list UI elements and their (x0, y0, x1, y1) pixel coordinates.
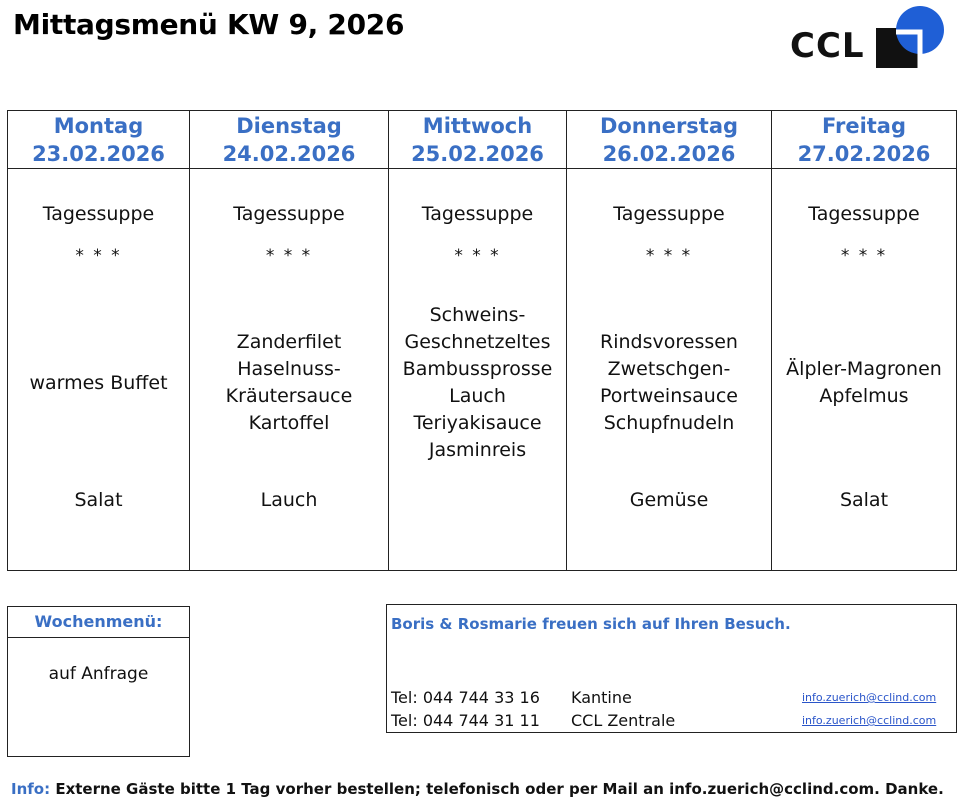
day-header-friday (772, 111, 957, 169)
day-header-thursday (567, 111, 772, 169)
soup: Tagessuppe (808, 203, 920, 225)
main-line: Älpler-Magronen (786, 358, 942, 380)
day-header-monday (8, 111, 190, 169)
ccl-logo-mark-icon (876, 6, 946, 70)
day-name: Freitag (821, 113, 907, 138)
contact-row (391, 711, 956, 733)
phone-number: Tel: 044 744 31 11 (391, 711, 540, 730)
day-date: 23.02.2026 (32, 141, 165, 166)
side-dish: Salat (839, 489, 889, 511)
main-line: Kartoffel (248, 412, 330, 434)
day-cell-wednesday (389, 169, 567, 571)
info-footer (11, 780, 944, 798)
ccl-logo (790, 6, 950, 70)
main-line: Geschnetzeltes (404, 331, 551, 353)
main-course (772, 291, 956, 475)
day-date: 26.02.2026 (602, 141, 736, 166)
contact-row (391, 688, 956, 710)
separator: * * * (265, 246, 313, 266)
contact-greeting: Boris & Rosmarie freuen sich auf Ihren Besuch. (391, 615, 791, 633)
day-date: 25.02.2026 (411, 141, 544, 166)
day-header-wednesday (389, 111, 567, 169)
day-cell-friday (772, 169, 957, 571)
contact-place: Kantine (571, 688, 632, 707)
weekly-menu-box (7, 606, 190, 757)
main-line: warmes Buffet (29, 371, 168, 394)
soup: Tagessuppe (233, 203, 345, 225)
day-date: 24.02.2026 (222, 141, 356, 166)
weekly-menu-value: auf Anfrage (48, 664, 149, 684)
separator: * * * (840, 246, 888, 266)
day-name: Montag (53, 113, 144, 138)
main-line: Lauch (449, 385, 506, 407)
separator: * * * (645, 246, 693, 266)
day-cell-monday (8, 169, 190, 571)
contact-box (386, 604, 957, 733)
side-dish: Lauch (260, 489, 318, 511)
separator: * * * (454, 246, 501, 266)
main-line: Zanderfilet (236, 331, 342, 353)
menu-table (7, 110, 957, 571)
info-label: Info: (11, 780, 51, 798)
side-dish: Gemüse (629, 489, 709, 511)
main-line: Schupfnudeln (603, 412, 735, 434)
soup: Tagessuppe (421, 203, 534, 225)
weekly-menu-label: Wochenmenü: (8, 607, 189, 638)
day-cell-thursday (567, 169, 772, 571)
menu-body-row (8, 169, 957, 571)
main-course (567, 291, 771, 475)
day-name: Mittwoch (422, 113, 533, 138)
contact-place: CCL Zentrale (571, 711, 676, 730)
main-course (8, 291, 189, 475)
main-line: Jasminreis (428, 439, 527, 461)
main-line: Apfelmus (819, 385, 909, 407)
main-line: Rindsvoressen (600, 331, 738, 353)
day-name: Dienstag (236, 113, 342, 138)
day-header-tuesday (190, 111, 389, 169)
phone-number: Tel: 044 744 33 16 (391, 688, 540, 707)
info-text: Externe Gäste bitte 1 Tag vorher bestellen; telefonisch oder per Mail an info.zuerich@cclind.com. Danke. (50, 780, 944, 798)
main-course (389, 291, 566, 475)
main-course (190, 291, 388, 475)
main-line: Teriyakisauce (413, 412, 542, 434)
day-cell-tuesday (190, 169, 389, 571)
main-line: Haselnuss- (237, 358, 341, 380)
main-line: Bambussprosse (402, 358, 553, 380)
logo-text: CCL (790, 26, 865, 66)
email-link[interactable]: info.zuerich@cclind.com (802, 691, 937, 704)
menu-header-row (8, 111, 957, 169)
main-line: Portweinsauce (600, 385, 738, 407)
page-title: Mittagsmenü KW 9, 2026 (13, 8, 405, 41)
main-line: Kräutersauce (225, 385, 353, 407)
email-link[interactable]: info.zuerich@cclind.com (802, 714, 937, 727)
main-line: Zwetschgen- (607, 358, 731, 380)
day-date: 27.02.2026 (797, 141, 931, 166)
side-dish: Salat (74, 489, 123, 511)
soup: Tagessuppe (613, 203, 725, 225)
soup: Tagessuppe (42, 203, 155, 225)
main-line: Schweins- (429, 304, 526, 326)
separator: * * * (75, 246, 122, 266)
day-name: Donnerstag (599, 113, 739, 138)
